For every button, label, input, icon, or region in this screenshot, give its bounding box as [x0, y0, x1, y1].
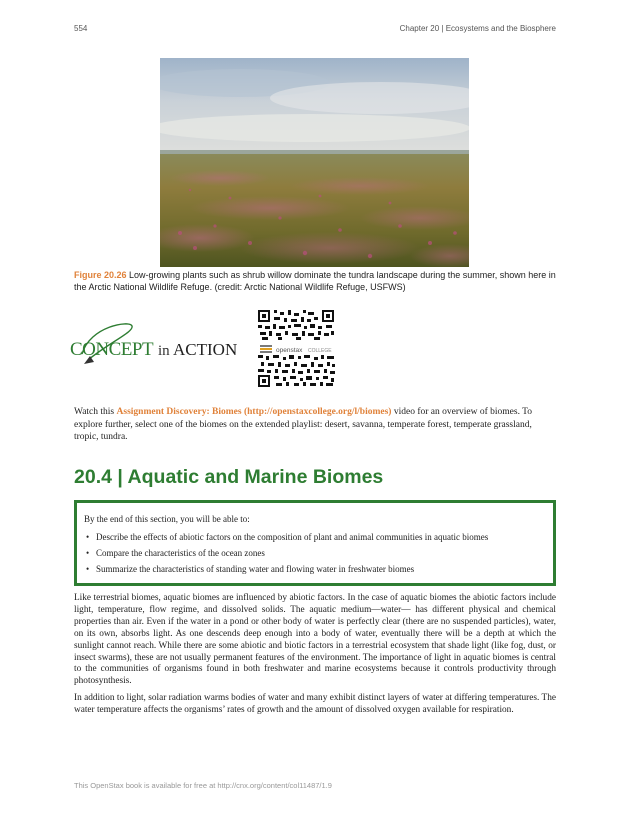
section-separator: | — [117, 466, 123, 488]
body-paragraph-1: Like terrestrial biomes, aquatic biomes are influenced by abiotic factors. In the case of aquatic biomes the abiotic factors include light, temperature, flow regime, and dissolved solids. The aquatic medium—water— has different physical and chemical properties than air. Even if the water in a pond or other body of water is perfectly clear (there are no suspended particles), water, on its own, absorbs light. As one descends deep enough into a body of water, eventually there will be a depth at which the sunlight cannot reach. While there are some abiotic and biotic factors in a terrestrial ecosystem that shade light (like fog, dust, or insect swarms), these are not usually permanent features of the environment. The importance of light in aquatic biomes is central to the communities of organisms found in both freshwater and marine ecosystems because it controls productivity through photosynthesis. — [74, 593, 556, 687]
chapter-header: Chapter 20 | Ecosystems and the Biosphere — [399, 24, 556, 33]
watch-paragraph — [74, 406, 556, 444]
svg-text:COLLEGE: COLLEGE — [308, 348, 332, 354]
page-number: 554 — [74, 24, 88, 33]
figure-caption-text: Low-growing plants such as shrub willow dominate the tundra landscape during the summer, shown here in the Arctic National Wildlife Refuge. (credit: Arctic National Wildlife Refuge, USFWS) — [74, 270, 556, 292]
concept-in-action-logo — [70, 320, 240, 370]
learning-objectives-box — [74, 500, 556, 586]
biomes-video-link[interactable]: Assignment Discovery: Biomes (http://openstaxcollege.org/l/biomes) — [116, 407, 392, 417]
svg-text:ACTION: ACTION — [173, 340, 238, 359]
objective-item: • Describe the effects of abiotic factors on the composition of plant and animal communities in aquatic biomes — [84, 531, 488, 547]
openstax-college-badge — [258, 342, 338, 354]
svg-text:openstax: openstax — [276, 347, 303, 354]
watch-text-after: video for an overview of biomes. To explore further, select one of the biomes on the extended playlist: desert, savanna, temperate forest, temperate grassland, tropic, tundra. — [74, 407, 533, 442]
watch-text-before: Watch this — [74, 407, 117, 417]
objective-item: • Summarize the characteristics of standing water and flowing water in freshwater biomes — [84, 563, 488, 579]
tundra-photo-art — [160, 58, 469, 267]
svg-text:CONCEPT: CONCEPT — [70, 339, 154, 360]
objective-item: • Compare the characteristics of the ocean zones — [84, 547, 488, 563]
section-number: 20.4 — [74, 466, 112, 488]
figure-caption — [74, 270, 556, 293]
objectives-list — [84, 531, 488, 579]
figure-label: Figure 20.26 — [74, 270, 127, 280]
qr-code-bottom[interactable] — [258, 355, 336, 387]
qr-code-top[interactable] — [258, 310, 336, 340]
openstax-badge-art — [258, 343, 338, 355]
section-heading — [74, 466, 383, 489]
qr-code-top-art — [258, 310, 336, 340]
body-paragraph-2: In addition to light, solar radiation warms bodies of water and many exhibit distinct layers of water at differing temperatures. The water temperature affects the organisms’ rates of growth and the amount of dissolved oxygen available for respiration. — [74, 693, 556, 715]
page-footer: This OpenStax book is available for free at http://cnx.org/content/col11487/1.9 — [74, 781, 332, 790]
section-title: Aquatic and Marine Biomes — [127, 466, 384, 488]
objectives-intro: By the end of this section, you will be able to: — [84, 514, 250, 524]
qr-code-bottom-art — [258, 355, 336, 387]
tundra-photo — [160, 58, 469, 267]
svg-text:in: in — [158, 343, 170, 359]
concept-in-action-logo-art — [70, 320, 240, 370]
